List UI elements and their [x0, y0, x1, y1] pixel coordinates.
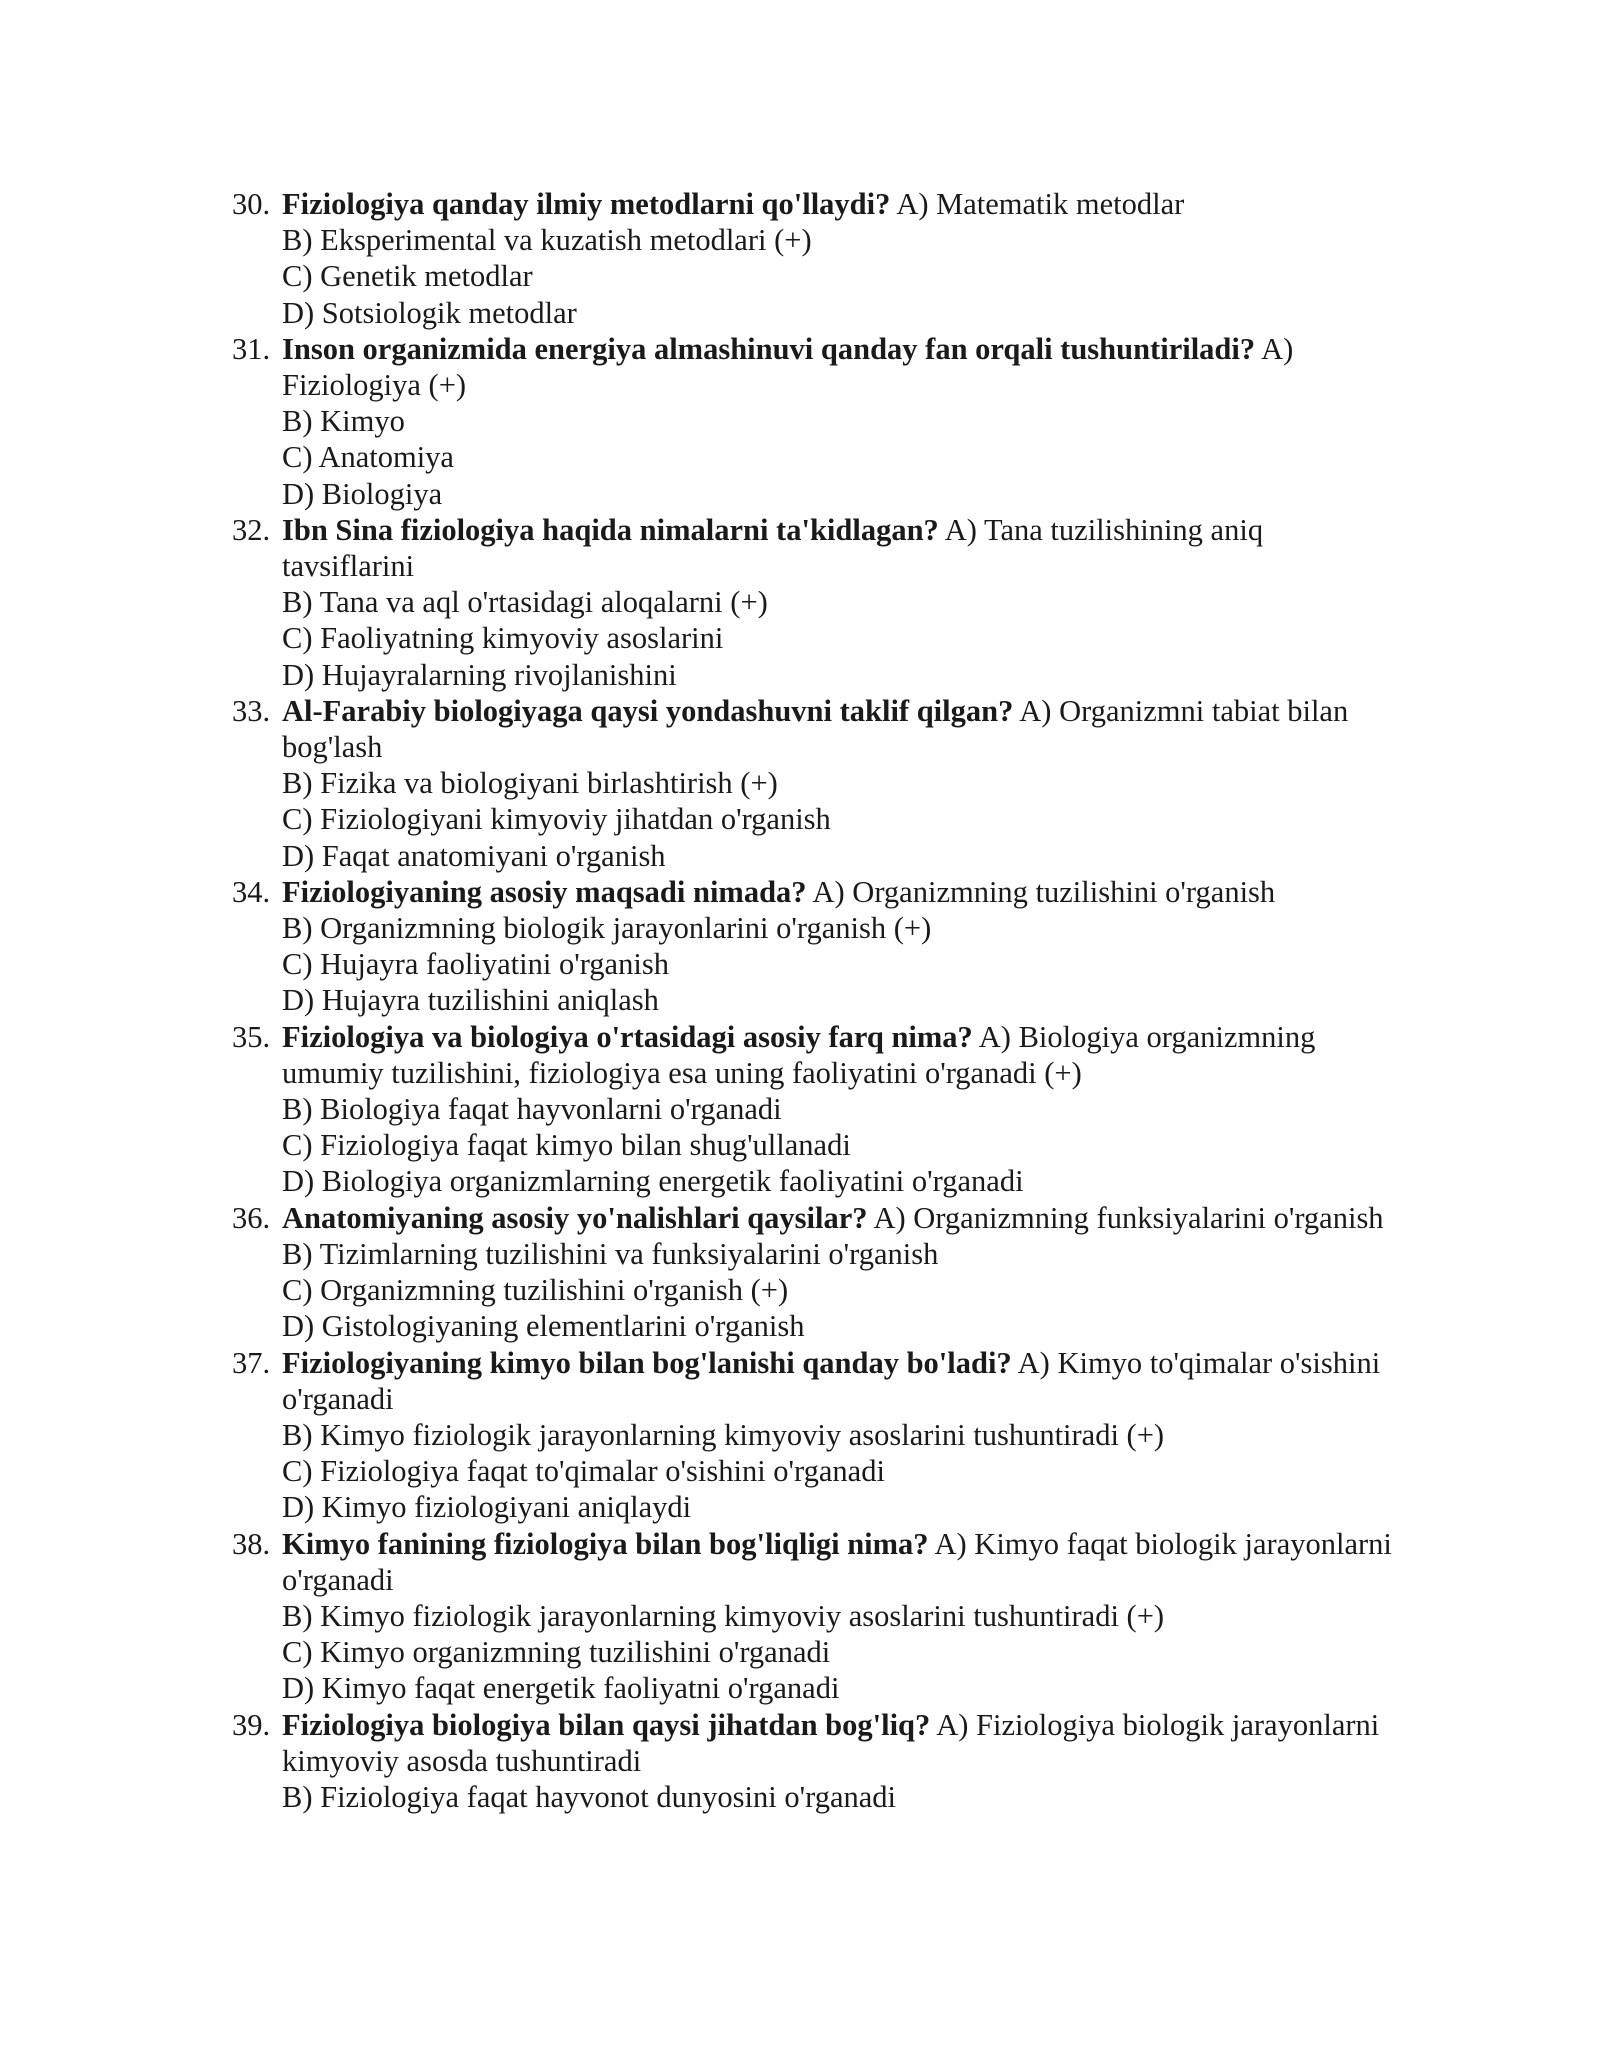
question-item [232, 1707, 1392, 1816]
question-line [282, 1345, 1392, 1417]
question-item [232, 1345, 1392, 1526]
question-text: Fiziologiyaning kimyo bilan bog'lanishi qanday bo'ladi? [282, 1345, 1012, 1380]
question-number: 34. [232, 874, 271, 909]
option-a: A) Organizmning funksiyalarini o'rganish [867, 1200, 1384, 1235]
answer-option: C) Fiziologiya faqat kimyo bilan shug'ullanadi [282, 1128, 851, 1163]
question-line [282, 693, 1392, 765]
answer-option: B) Kimyo [282, 404, 405, 439]
question-number: 30. [232, 187, 271, 221]
answer-option: C) Kimyo organizmning tuzilishini o'rganadi [282, 1635, 831, 1670]
question-text: Kimyo fanining fiziologiya bilan bog'liqligi nima? [282, 1526, 929, 1561]
question-text: Anatomiyaning asosiy yo'nalishlari qaysilar? [282, 1200, 868, 1235]
answer-option: D) Gistologiyaning elementlarini o'rganish [282, 1309, 805, 1344]
option-a: A) Fiziologiya (+) [282, 331, 1294, 403]
answer-option: B) Fiziologiya faqat hayvonot dunyosini o'rganadi [282, 1779, 896, 1814]
answer-option: C) Genetik metodlar [282, 259, 533, 294]
answer-option: B) Tizimlarning tuzilishini va funksiyalarini o'rganish [282, 1236, 939, 1271]
answer-option: D) Hujayralarning rivojlanishini [282, 657, 677, 692]
question-number: 32. [232, 512, 271, 547]
answer-option: D) Kimyo faqat energetik faoliyatni o'rganadi [282, 1671, 840, 1706]
question-text: Fiziologiya va biologiya o'rtasidagi asosiy farq nima? [282, 1019, 973, 1054]
question-line [282, 186, 1392, 222]
question-list [232, 186, 1392, 1815]
question-line [282, 1707, 1392, 1779]
option-a: A) Tana tuzilishining aniq tavsiflarini [282, 512, 1264, 584]
question-text: Ibn Sina fiziologiya haqida nimalarni ta'kidlagan? [282, 512, 939, 547]
question-line [282, 331, 1392, 403]
answer-option: C) Anatomiya [282, 440, 454, 475]
question-line [282, 1019, 1392, 1091]
answer-option: C) Hujayra faoliyatini o'rganish [282, 947, 669, 982]
answer-option: D) Kimyo fiziologiyani aniqlaydi [282, 1490, 692, 1525]
question-number: 35. [232, 1019, 271, 1054]
question-item [232, 874, 1392, 1019]
answer-option: B) Kimyo fiziologik jarayonlarning kimyoviy asoslarini tushuntiradi (+) [282, 1417, 1165, 1452]
option-a: A) Biologiya organizmning umumiy tuzilishini, fiziologiya esa uning faoliyatini o'rganadi (+) [282, 1019, 1316, 1090]
answer-option: D) Hujayra tuzilishini aniqlash [282, 983, 659, 1018]
option-a: A) Fiziologiya biologik jarayonlarni kimyoviy asosda tushuntiradi [282, 1707, 1380, 1778]
answer-option: B) Eksperimental va kuzatish metodlari (+) [282, 223, 812, 258]
option-a: A) Kimyo faqat biologik jarayonlarni o'rganadi [282, 1526, 1392, 1597]
question-item [232, 512, 1392, 693]
question-number: 36. [232, 1200, 271, 1235]
question-number: 37. [232, 1345, 271, 1380]
question-line [282, 874, 1392, 910]
question-text: Fiziologiya qanday ilmiy metodlarni qo'llaydi? [282, 187, 891, 221]
question-number: 39. [232, 1707, 271, 1742]
option-a: A) Organizmning tuzilishini o'rganish [806, 874, 1276, 909]
answer-option: B) Fizika va biologiyani birlashtirish (+) [282, 766, 778, 801]
question-item [232, 1526, 1392, 1707]
answer-option: C) Organizmning tuzilishini o'rganish (+) [282, 1273, 789, 1308]
answer-option: B) Biologiya faqat hayvonlarni o'rganadi [282, 1092, 782, 1127]
option-a: A) Kimyo to'qimalar o'sishini o'rganadi [282, 1345, 1381, 1416]
question-line [282, 512, 1392, 584]
question-item [232, 186, 1392, 331]
answer-option: C) Fiziologiya faqat to'qimalar o'sishini o'rganadi [282, 1454, 885, 1489]
answer-option: B) Organizmning biologik jarayonlarini o'rganish (+) [282, 911, 932, 946]
question-line [282, 1200, 1392, 1236]
question-number: 31. [232, 331, 271, 366]
option-a: A) Organizmni tabiat bilan bog'lash [282, 693, 1349, 765]
question-text: Al-Farabiy biologiyaga qaysi yondashuvni taklif qilgan? [282, 693, 1014, 728]
answer-option: D) Biologiya [282, 476, 443, 511]
answer-option: C) Fiziologiyani kimyoviy jihatdan o'rganish [282, 802, 831, 837]
answer-option: D) Faqat anatomiyani o'rganish [282, 838, 666, 873]
answer-option: C) Faoliyatning kimyoviy asoslarini [282, 621, 724, 656]
question-text: Fiziologiyaning asosiy maqsadi nimada? [282, 874, 807, 909]
answer-option: D) Sotsiologik metodlar [282, 295, 577, 330]
question-item [232, 1019, 1392, 1200]
question-item [232, 331, 1392, 512]
answer-option: B) Kimyo fiziologik jarayonlarning kimyoviy asoslarini tushuntiradi (+) [282, 1598, 1165, 1633]
question-line [282, 1526, 1392, 1598]
answer-option: D) Biologiya organizmlarning energetik faoliyatini o'rganadi [282, 1164, 1024, 1199]
question-item [232, 693, 1392, 874]
option-a: A) Matematik metodlar [890, 187, 1185, 221]
question-number: 33. [232, 693, 271, 728]
answer-option: B) Tana va aql o'rtasidagi aloqalarni (+) [282, 585, 768, 620]
question-text: Inson organizmida energiya almashinuvi qanday fan orqali tushuntiriladi? [282, 331, 1256, 366]
question-number: 38. [232, 1526, 271, 1561]
question-item [232, 1200, 1392, 1345]
question-text: Fiziologiya biologiya bilan qaysi jihatdan bog'liq? [282, 1707, 931, 1742]
